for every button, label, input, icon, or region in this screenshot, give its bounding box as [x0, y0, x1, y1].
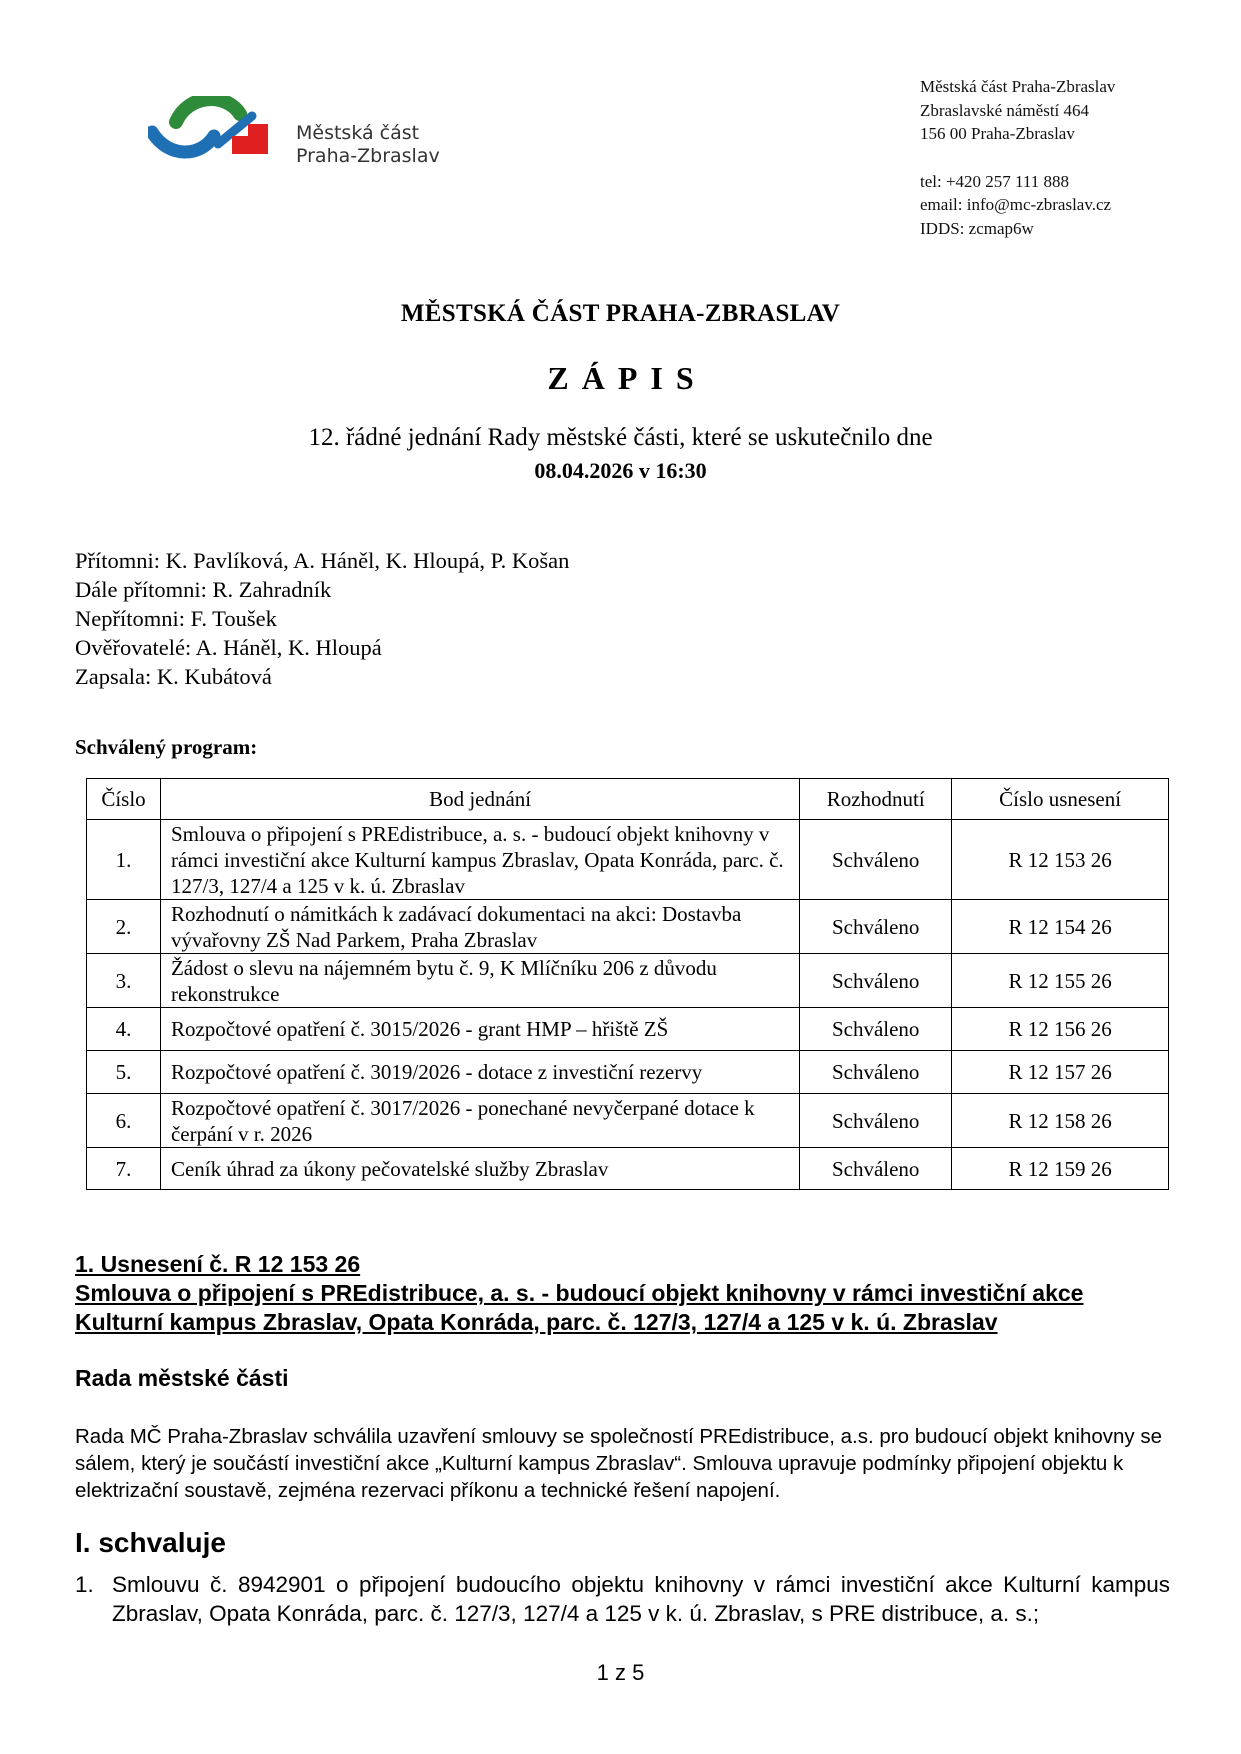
logo-text	[296, 122, 440, 168]
table-row	[87, 1008, 1169, 1051]
row-item: Žádost o slevu na nájemném bytu č. 9, K Mlíčníku 206 z důvodu rekonstrukce	[160, 954, 799, 1008]
row-resolution: R 12 153 26	[952, 820, 1169, 900]
contact-email: email: info@mc-zbraslav.cz	[920, 195, 1112, 214]
attendance-block	[75, 546, 569, 691]
row-number: 7.	[87, 1148, 161, 1190]
row-decision: Schváleno	[800, 1008, 952, 1051]
council-heading: Rada městské části	[75, 1365, 289, 1391]
logo-text-line2: Praha-Zbraslav	[296, 145, 440, 167]
meeting-description: 12. řádné jednání Rady městské části, které se uskutečnilo dne	[308, 424, 933, 451]
row-item: Ceník úhrad za úkony pečovatelské služby Zbraslav	[160, 1148, 799, 1190]
municipality-logo-icon	[148, 96, 288, 166]
contact-city: 156 00 Praha-Zbraslav	[920, 124, 1075, 143]
row-item: Rozpočtové opatření č. 3017/2026 - ponechané nevyčerpané dotace k čerpání v r. 2026	[160, 1094, 799, 1148]
row-number: 4.	[87, 1008, 161, 1051]
row-number: 6.	[87, 1094, 161, 1148]
org-title: MĚSTSKÁ ČÁST PRAHA-ZBRASLAV	[400, 300, 841, 327]
document-title: ZÁPIS	[547, 360, 707, 396]
row-decision: Schváleno	[800, 1148, 952, 1190]
attendance-verifiers: Ověřovatelé: A. Háněl, K. Hloupá	[75, 635, 382, 660]
attendance-recorded-by: Zapsala: K. Kubátová	[75, 664, 272, 689]
resolution-paragraph: Rada MČ Praha-Zbraslav schválila uzavření smlouvy se společností PREdistribuce, a.s. pro budoucí objekt knihovny se sálem, který je součástí investiční akce „Kulturní kampus Zbraslav“. Smlouva upravuje podmínky připojení objektu k elektrizační soustavě, zejména rezervaci příkonu a technické řešení napojení.	[75, 1425, 1163, 1502]
attendance-present: Přítomni: K. Pavlíková, A. Háněl, K. Hloupá, P. Košan	[75, 548, 570, 573]
meeting-date: 08.04.2026 v 16:30	[534, 458, 707, 483]
row-resolution: R 12 154 26	[952, 900, 1169, 954]
table-row	[87, 1148, 1169, 1190]
column-header-number: Číslo	[87, 779, 161, 820]
row-resolution: R 12 159 26	[952, 1148, 1169, 1190]
row-item: Rozpočtové opatření č. 3015/2026 - grant HMP – hřiště ZŠ	[160, 1008, 799, 1051]
table-row	[87, 1051, 1169, 1094]
row-item: Rozhodnutí o námitkách k zadávací dokumentaci na akci: Dostavba vývařovny ZŠ Nad Parkem, Praha Zbraslav	[160, 900, 799, 954]
table-row	[87, 900, 1169, 954]
row-number: 3.	[87, 954, 161, 1008]
row-number: 5.	[87, 1051, 161, 1094]
attendance-absent: Nepřítomni: F. Toušek	[75, 606, 277, 631]
row-decision: Schváleno	[800, 1094, 952, 1148]
logo-text-line1: Městská část	[296, 122, 420, 144]
resolution-number: 1. Usnesení č. R 12 153 26	[75, 1251, 361, 1277]
column-header-decision: Rozhodnutí	[800, 779, 952, 820]
row-decision: Schváleno	[800, 900, 952, 954]
row-resolution: R 12 156 26	[952, 1008, 1169, 1051]
municipality-logo	[148, 96, 448, 176]
row-resolution: R 12 155 26	[952, 954, 1169, 1008]
column-header-resolution: Číslo usnesení	[952, 779, 1169, 820]
resolution-title: Smlouva o připojení s PREdistribuce, a. s. - budoucí objekt knihovny v rámci investiční akce Kulturní kampus Zbraslav, Opata Konráda, parc. č. 127/3, 127/4 a 125 v k. ú. Zbraslav	[75, 1280, 1084, 1335]
row-number: 1.	[87, 820, 161, 900]
attendance-also-present: Dále přítomni: R. Zahradník	[75, 577, 332, 602]
row-item: Smlouva o připojení s PREdistribuce, a. s. - budoucí objekt knihovny v rámci investiční akce Kulturní kampus Zbraslav, Opata Konráda, parc. č. 127/3, 127/4 a 125 v k. ú. Zbraslav	[160, 820, 799, 900]
table-header-row	[87, 779, 1169, 820]
approval-item-text: Smlouvu č. 8942901 o připojení budoucího objektu knihovny v rámci investiční akce Kulturní kampus Zbraslav, Opata Konráda, parc. č. 127/3, 127/4 a 125 v k. ú. Zbraslav, s PRE distribuce, a. s.;	[112, 1572, 1170, 1626]
page-number: 1 z 5	[596, 1660, 645, 1685]
row-decision: Schváleno	[800, 1051, 952, 1094]
contact-name: Městská část Praha-Zbraslav	[920, 77, 1116, 96]
table-row	[87, 1094, 1169, 1148]
approves-heading: I. schvaluje	[75, 1527, 226, 1558]
table-row	[87, 820, 1169, 900]
row-number: 2.	[87, 900, 161, 954]
approval-item-number: 1.	[75, 1572, 94, 1597]
contact-spacer	[920, 146, 1115, 170]
table-row	[87, 954, 1169, 1008]
column-header-item: Bod jednání	[160, 779, 799, 820]
row-item: Rozpočtové opatření č. 3019/2026 - dotace z investiční rezervy	[160, 1051, 799, 1094]
row-resolution: R 12 157 26	[952, 1051, 1169, 1094]
approval-item	[75, 1570, 1170, 1628]
row-decision: Schváleno	[800, 954, 952, 1008]
contact-street: Zbraslavské náměstí 464	[920, 100, 1090, 120]
program-heading: Schválený program:	[75, 735, 258, 759]
contact-idds: IDDS: zcmap6w	[920, 218, 1034, 238]
contact-tel: tel: +420 257 111 888	[920, 171, 1070, 191]
program-table	[86, 778, 1169, 1190]
contact-block	[920, 75, 1115, 240]
resolution-heading	[75, 1250, 1175, 1337]
row-decision: Schváleno	[800, 820, 952, 900]
row-resolution: R 12 158 26	[952, 1094, 1169, 1148]
